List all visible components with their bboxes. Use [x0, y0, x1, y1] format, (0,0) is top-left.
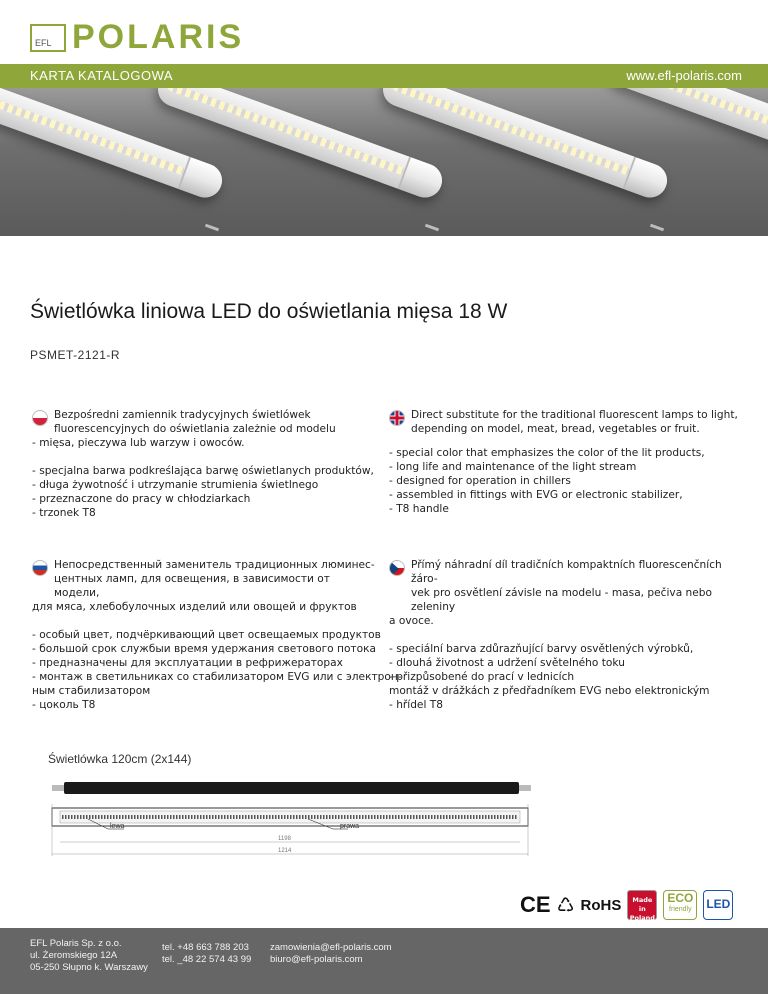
certification-badges — [520, 890, 733, 920]
feature-item: - special color that emphasizes the color of the lit products, — [389, 447, 705, 459]
intro-line: - mięsa, pieczywa lub warzyw i owoców. — [32, 437, 245, 449]
feature-item: - T8 handle — [389, 503, 449, 515]
features-pl — [32, 464, 372, 520]
footer — [0, 928, 768, 994]
feature-item: - предназначены для эксплуатации в рефрижераторах — [32, 657, 343, 669]
feature-item: - specjalna barwa podkreślająca barwę oświetlanych produktów, — [32, 465, 374, 477]
feature-item: - trzonek T8 — [32, 507, 96, 519]
intro-line: центных ламп, для освещения, в зависимости от модели, — [54, 573, 330, 599]
feature-item: - цоколь T8 — [32, 699, 96, 711]
feature-item: - długa żywotność i utrzymanie strumienia świetlnego — [32, 479, 319, 491]
intro-line: a ovoce. — [389, 615, 434, 627]
tube-dimension-drawing — [48, 774, 738, 874]
uk-flag-icon — [389, 410, 405, 426]
features-cz — [389, 642, 749, 712]
ce-mark: CE — [520, 892, 551, 917]
drawing-label: Świetlówka 120cm (2x144) — [48, 752, 192, 766]
feature-item: - przeznaczone do pracy w chłodziarkach — [32, 493, 251, 505]
eco-text: ECO — [667, 891, 694, 905]
feature-item: - hřídel T8 — [389, 699, 443, 711]
feature-item: - long life and maintenance of the light stream — [389, 461, 637, 473]
product-model-number: PSMET-2121-R — [30, 348, 121, 362]
email-orders[interactable]: zamowienia@efl-polaris.com — [270, 942, 392, 953]
feature-item: - speciální barva zdůrazňující barvy osvětlených výrobků, — [389, 643, 694, 655]
product-photo — [0, 88, 768, 236]
intro-cz — [389, 558, 749, 628]
phone-1[interactable]: tel. +48 663 788 203 — [162, 942, 249, 953]
intro-line: Přímý náhradní díl tradičních kompaktních fluorescenčních žáro- — [411, 559, 722, 585]
dimension-inner: 1198 — [278, 836, 291, 842]
catalog-card-label: KARTA KATALOGOWA — [30, 68, 174, 83]
features-en — [389, 446, 749, 516]
street-address: ul. Żeromskiego 12A — [30, 950, 118, 961]
efl-logo-box — [30, 24, 66, 52]
website-link[interactable]: www.efl-polaris.com — [626, 68, 742, 83]
feature-item: - монтаж в светильниках со стабилизатором EVG или с электрон- — [32, 671, 402, 683]
feature-item: - большой срок службыи время удержания светового потока — [32, 643, 376, 655]
intro-pl — [32, 408, 372, 450]
header-banner — [0, 64, 768, 88]
feature-item: montáž v drážkách z předřadníkem EVG nebo elektronickým — [389, 685, 710, 697]
description-pl — [32, 408, 372, 520]
description-ru — [32, 558, 402, 712]
polaris-logo-word: POLARIS — [72, 18, 245, 56]
company-name: EFL Polaris Sp. z o.o. — [30, 938, 122, 949]
footer-emails — [270, 942, 392, 966]
technical-drawing — [48, 752, 738, 874]
eco-friendly-badge — [663, 890, 697, 920]
efl-logo-text: EFL — [35, 37, 52, 48]
made-in-text: Made in — [632, 896, 653, 913]
intro-line: для мяса, хлебобулочных изделий или овощей и фруктов — [32, 601, 357, 613]
friendly-text: friendly — [669, 906, 692, 913]
feature-item: - přizpůsobené do prací v lednicích — [389, 671, 575, 683]
intro-line: vek pro osvětlení závisle na modelu - masa, pečiva nebo zeleniny — [411, 587, 712, 613]
description-en — [389, 408, 749, 516]
email-office[interactable]: biuro@efl-polaris.com — [270, 954, 363, 965]
led-badge: LED — [703, 890, 733, 920]
recycle-icon: ♺ — [556, 893, 575, 917]
feature-item: - особый цвет, подчёркивающий цвет освещаемых продуктов — [32, 629, 381, 641]
footer-phones — [162, 942, 251, 966]
features-ru — [32, 628, 402, 712]
feature-item: - designed for operation in chillers — [389, 475, 571, 487]
intro-line: Непосредственный заменитель традиционных люминес- — [54, 559, 375, 571]
right-tag: prawa — [340, 823, 360, 830]
footer-address — [30, 938, 148, 974]
poland-text: Poland — [629, 914, 655, 922]
intro-line: Direct substitute for the traditional fluorescent lamps to light, — [411, 409, 738, 421]
intro-ru — [32, 558, 377, 614]
left-tag: lewa — [110, 823, 125, 830]
phone-2[interactable]: tel. _48 22 574 43 99 — [162, 954, 252, 965]
russia-flag-icon — [32, 560, 48, 576]
intro-en — [389, 408, 749, 436]
rohs-mark: RoHS — [580, 896, 622, 914]
intro-line: depending on model, meat, bread, vegetables or fruit. — [411, 423, 700, 435]
product-title: Świetlówka liniowa LED do oświetlania mięsa 18 W — [30, 300, 508, 323]
feature-item: - dlouhá životnost a udržení světelného toku — [389, 657, 625, 669]
city-address: 05-250 Słupno k. Warszawy — [30, 962, 148, 973]
intro-line: Bezpośredni zamiennik tradycyjnych świetlówek — [54, 409, 311, 421]
poland-flag-icon — [32, 410, 48, 426]
description-cz — [389, 558, 749, 712]
czech-flag-icon — [389, 560, 405, 576]
made-in-poland-badge — [627, 890, 657, 920]
feature-item: - assembled in fittings with EVG or electronic stabilizer, — [389, 489, 683, 501]
feature-item: ным стабилизатором — [32, 685, 151, 697]
dimension-outer: 1214 — [278, 848, 292, 854]
efl-polaris-logo — [30, 18, 244, 57]
intro-line: fluorescencyjnych do oświetlania zależnie od modelu — [54, 423, 336, 435]
